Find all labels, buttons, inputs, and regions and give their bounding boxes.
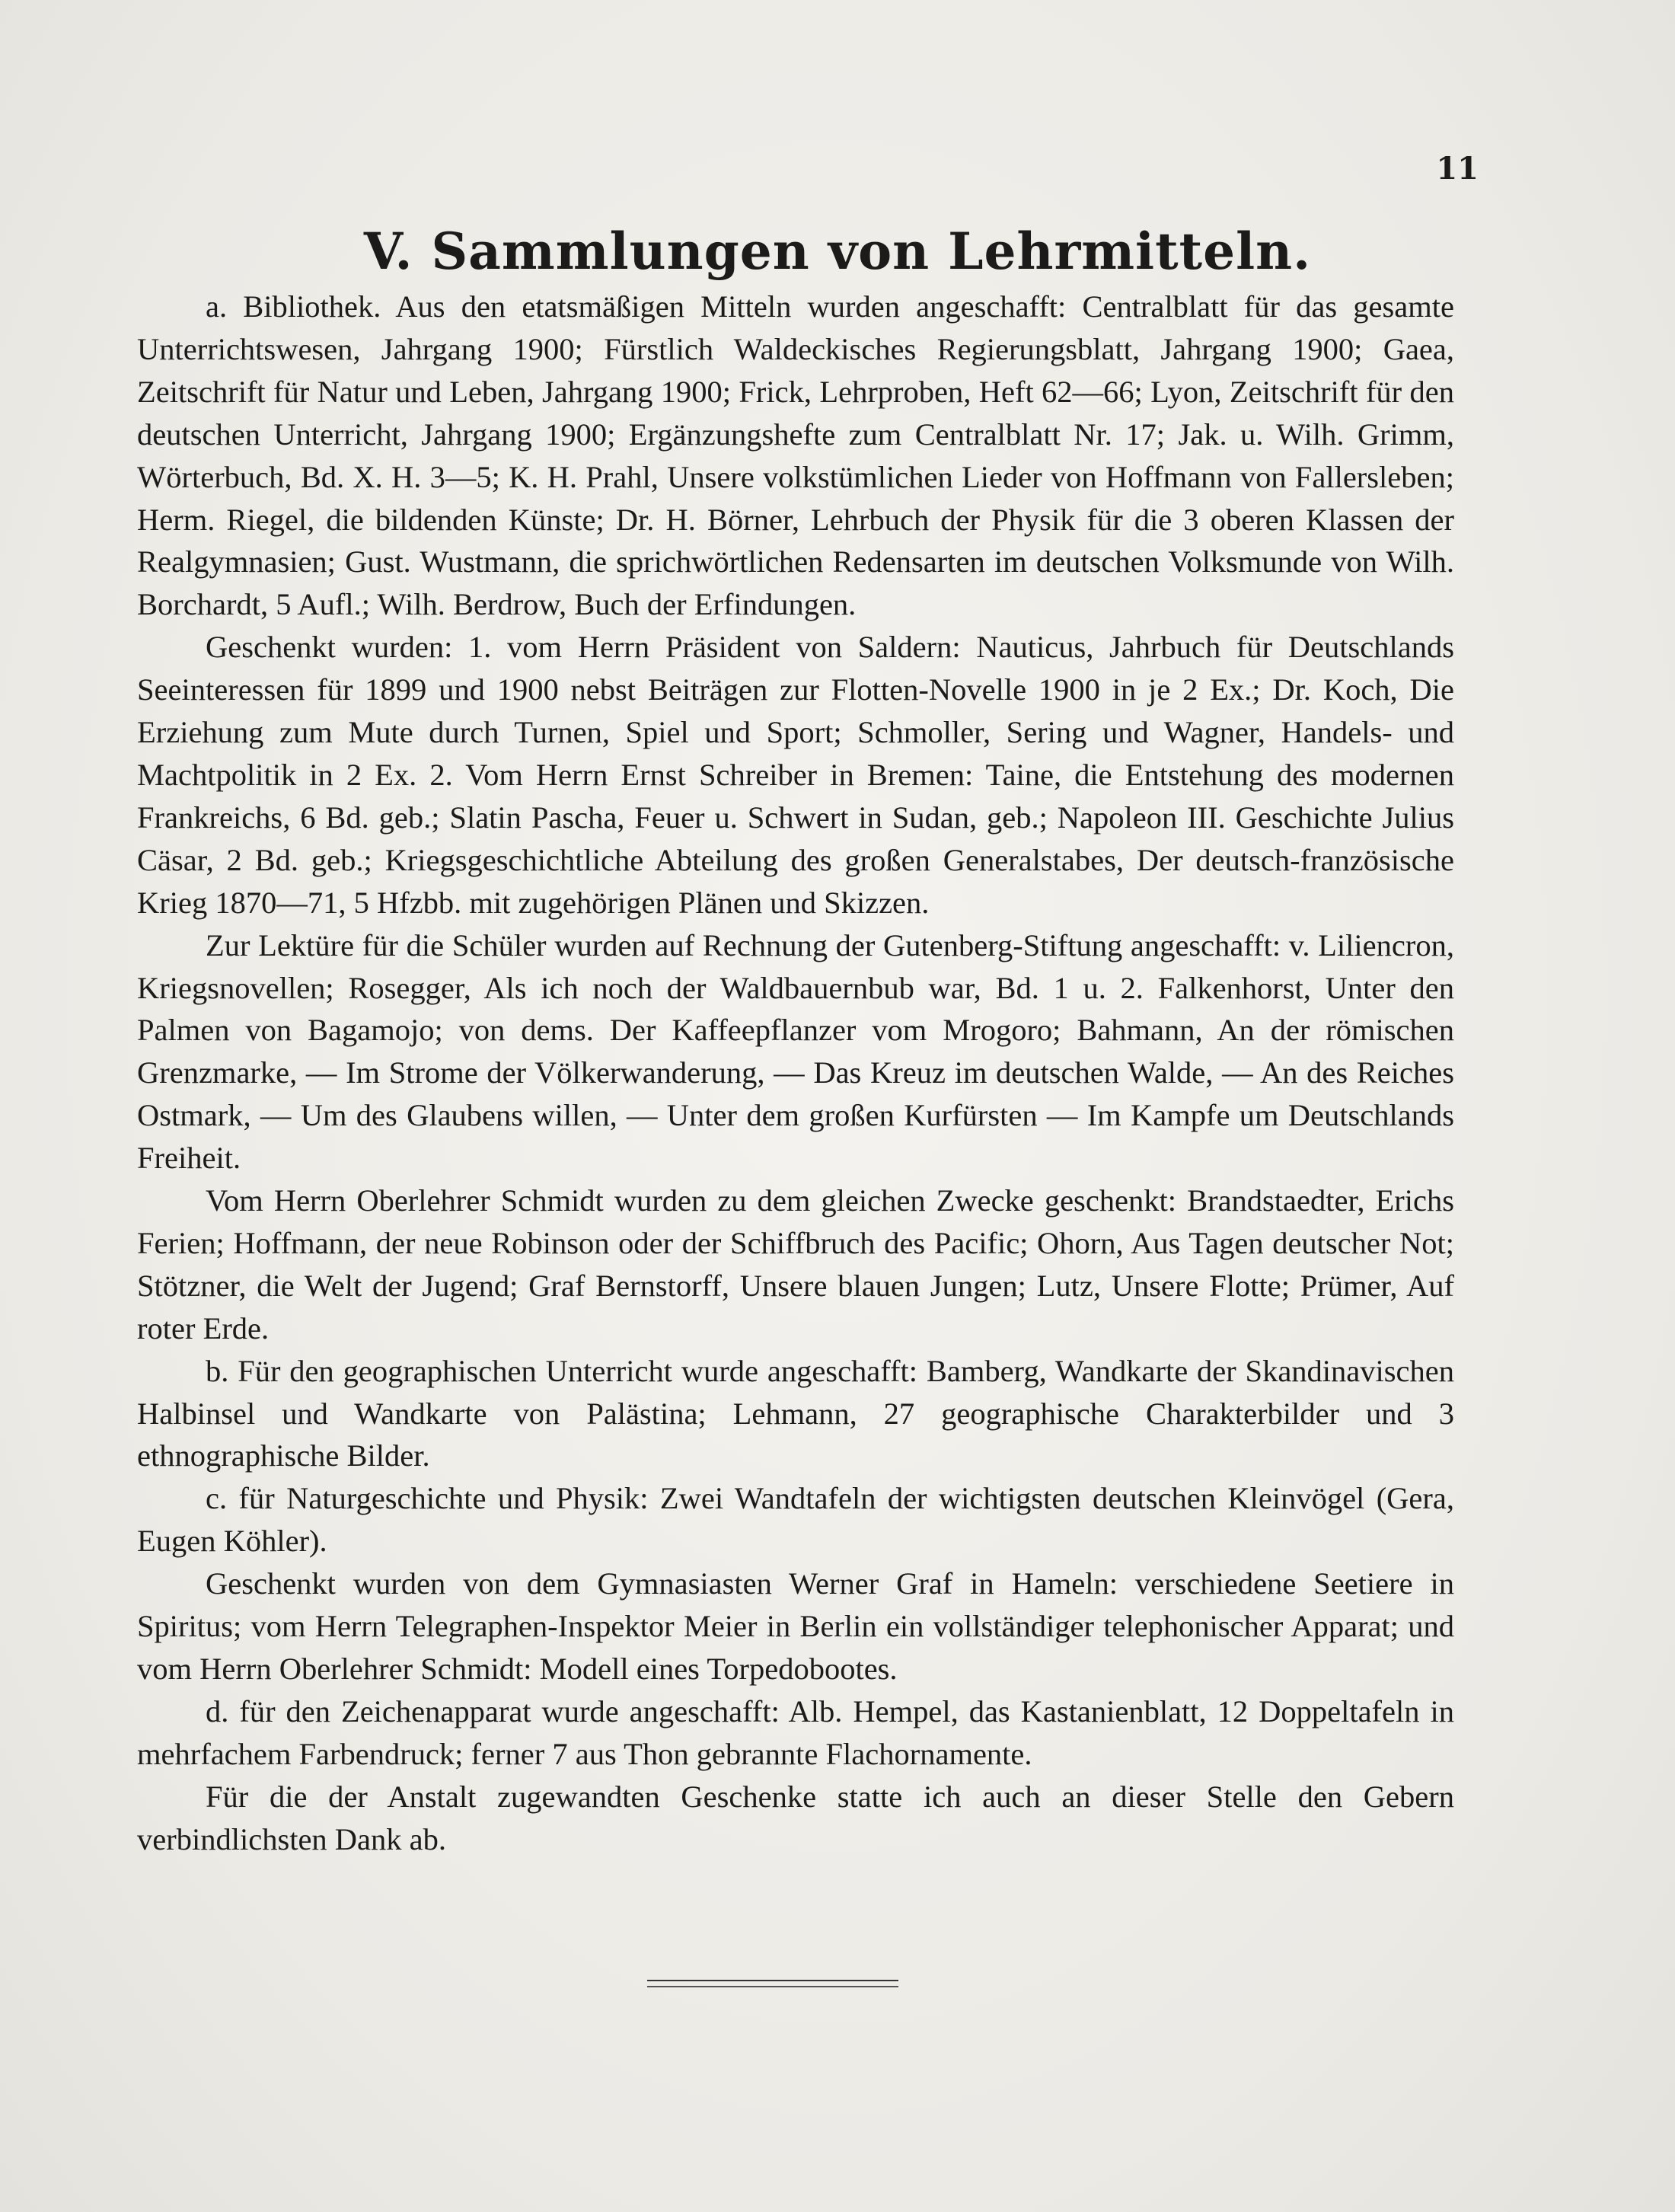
page-number: 11 — [1436, 151, 1479, 187]
paragraph-library: a. Bibliothek. Aus den etatsmäßigen Mitteln wurden angeschafft: Centralblatt für das gesamte Unterrichtswesen, Jahrgang 1900; Fürstlich Waldeckisches Regierungsblatt, Jahrgang 1900; Gaea, Zeitschrift für Natur und Leben, Jahrgang 1900; Frick, Lehrproben, Heft 62—66; Lyon, Zeitschrift für den deutschen Unterricht, Jahrgang 1900; Ergänzungshefte zum Centralblatt Nr. 17; Jak. u. Wilh. Grimm, Wörterbuch, Bd. X. H. 3—5; K. H. Prahl, Unsere volkstümlichen Lieder von Hoffmann von Fallersleben; Herm. Riegel, die bildenden Künste; Dr. H. Börner, Lehrbuch der Physik für die 3 oberen Klassen der Realgymnasien; Gust. Wustmann, die sprichwörtlichen Redensarten im deutschen Volksmunde von Wilh. Borchardt, 5 Aufl.; Wilh. Berdrow, Buch der Erfindungen. — [137, 289, 1454, 622]
closing-rule — [647, 1980, 898, 1981]
paragraph-geography: b. Für den geographischen Unterricht wurde angeschafft: Bamberg, Wandkarte der Skandinavischen Halbinsel und Wandkarte von Palästina; Lehmann, 27 geographische Charakterbilder und 3 ethnographische Bilder. — [137, 1353, 1454, 1473]
paragraph-thanks: Für die der Anstalt zugewandten Geschenke statte ich auch an dieser Stelle den Gebern verbindlichsten Dank ab. — [137, 1779, 1454, 1856]
paragraph-drawing: d. für den Zeichenapparat wurde angeschafft: Alb. Hempel, das Kastanienblatt, 12 Doppeltafeln in mehrfachem Farbendruck; ferner 7 aus Thon gebrannte Flachornamente. — [137, 1693, 1454, 1771]
paragraph-gifts-natural-history: Geschenkt wurden von dem Gymnasiasten Werner Graf in Hameln: verschiedene Seetiere in Spiritus; vom Herrn Telegraphen-Inspektor Meier in Berlin ein vollständiger telephonischer Apparat; und vom Herrn Oberlehrer Schmidt: Modell eines Torpedobootes. — [137, 1566, 1454, 1686]
paragraph-natural-history: c. für Naturgeschichte und Physik: Zwei Wandtafeln der wichtigsten deutschen Kleinvögel (Gera, Eugen Köhler). — [137, 1481, 1454, 1559]
paragraph-donations: Geschenkt wurden: 1. vom Herrn Präsident von Saldern: Nauticus, Jahrbuch für Deutschlands Seeinteressen für 1899 und 1900 nebst Beiträgen zur Flotten-Novelle 1900 in je 2 Ex.; Dr. Koch, Die Erziehung zum Mute durch Turnen, Spiel und Sport; Schmoller, Sering und Wagner, Handels- und Machtpolitik in 2 Ex. 2. Vom Herrn Ernst Schreiber in Bremen: Taine, die Entstehung des modernen Frankreichs, 6 Bd. geb.; Slatin Pascha, Feuer u. Schwert in Sudan, geb.; Napoleon III. Geschichte Julius Cäsar, 2 Bd. geb.; Kriegsgeschichtliche Abteilung des großen Generalstabes, Der deutsch-französische Krieg 1870—71, 5 Hfzbb. mit zugehörigen Plänen und Skizzen. — [137, 630, 1454, 920]
closing-rule-second — [647, 1986, 898, 1987]
section-heading: V. Sammlungen von Lehrmitteln. — [363, 222, 1312, 281]
paragraph-schmidt-gift: Vom Herrn Oberlehrer Schmidt wurden zu dem gleichen Zwecke geschenkt: Brandstaedter, Erichs Ferien; Hoffmann, der neue Robinson oder der Schiffbruch des Pacific; Ohorn, Aus Tagen deutscher Not; Stötzner, die Welt der Jugend; Graf Bernstorff, Unsere blauen Jungen; Lutz, Unsere Flotte; Prümer, Auf roter Erde. — [137, 1183, 1454, 1345]
paragraph-reading: Zur Lektüre für die Schüler wurden auf Rechnung der Gutenberg-Stiftung angeschafft: v. Liliencron, Kriegsnovellen; Rosegger, Als ich noch der Waldbauernbub war, Bd. 1 u. 2. Falkenhorst, Unter den Palmen von Bagamojo; von dems. Der Kaffeepflanzer vom Mrogoro; Bahmann, An der römischen Grenzmarke, — Im Strome der Völkerwanderung, — Das Kreuz im deutschen Walde, — An des Reiches Ostmark, — Um des Glaubens willen, — Unter dem großen Kurfürsten — Im Kampfe um Deutschlands Freiheit. — [137, 927, 1454, 1176]
body-text — [137, 286, 1454, 1861]
